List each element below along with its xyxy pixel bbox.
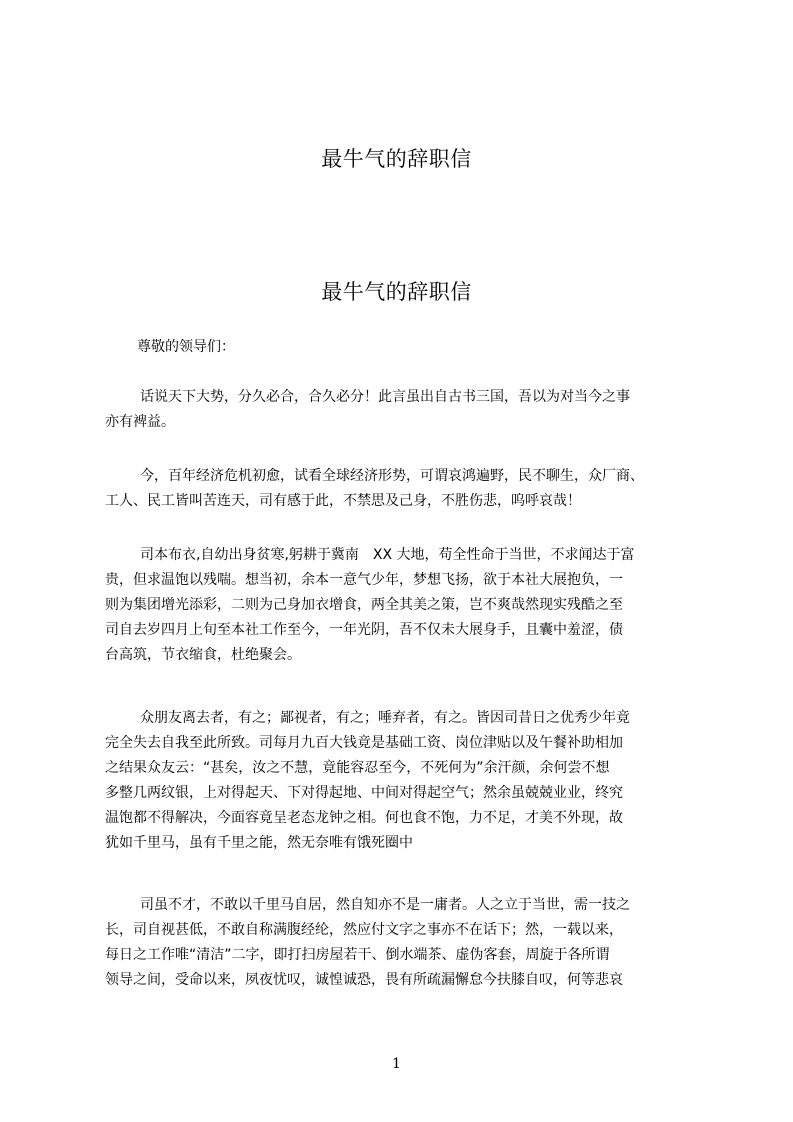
paragraph-line: 之结果众友云：“甚矣，汝之不慧，竟能容忍至今，不死何为”余汗颜，余何尝不想 [105, 760, 610, 776]
paragraph-2 [105, 464, 705, 514]
paragraph-line: 话说天下大势，分久必合，合久必分！此言虽出自古书三国，吾以为对当今之事 [140, 389, 630, 405]
salutation: 尊敬的领导们： [137, 339, 235, 355]
paragraph-line: 司自去岁四月上旬至本社工作至今，一年光阴，吾不仅未大展身手，且囊中羞涩，债 [105, 622, 623, 638]
paragraph-line: 温饱都不得解决，今面容竟呈老态龙钟之相。何也食不饱，力不足，才美不外现，故 [105, 810, 623, 826]
paragraph-line: 工人、民工皆叫苦连天，司有感于此，不禁思及己身，不胜伤悲，呜呼哀哉！ [105, 493, 581, 509]
paragraph-line: 犹如千里马，虽有千里之能，然无奈唯有饿死圈中 [105, 835, 413, 851]
paragraph-1 [105, 385, 705, 435]
paragraph-line: 今，百年经济危机初愈，试看全球经济形势，可谓哀鸿遍野，民不聊生，众厂商、 [140, 468, 644, 484]
document-title-main: 最牛气的辞职信 [321, 280, 472, 304]
paragraph-line: 长，司自视甚低，不敢自称满腹经纶，然应付文字之事亦不在话下；然，一载以来， [105, 922, 623, 938]
paragraph-line: 贵，但求温饱以残喘。想当初，余本一意气少年，梦想飞扬，欲于本社大展抱负，一 [105, 572, 623, 588]
paragraph-line: 司虽不才，不敢以千里马自居，然自知亦不是一庸者。人之立于当世，需一技之 [140, 897, 630, 913]
paragraph-line: 司本布衣,自幼出身贫寒,躬耕于冀南 XX 大地，苟全性命于当世，不求闻达于富 [140, 547, 635, 563]
page-number: 1 [392, 1056, 401, 1072]
document-title-top: 最牛气的辞职信 [321, 147, 472, 171]
paragraph-line: 台高筑，节衣缩食，杜绝聚会。 [105, 647, 301, 663]
paragraph-line: 领导之间，受命以来，夙夜忧叹，诚惶诚恐，畏有所疏漏懈怠今扶膝自叹，何等悲哀 [105, 972, 623, 988]
paragraph-5 [105, 893, 705, 993]
paragraph-line: 亦有裨益。 [105, 414, 175, 430]
paragraph-line: 众朋友离去者，有之；鄙视者，有之；唾弃者，有之。皆因司昔日之优秀少年竟 [140, 710, 630, 726]
paragraph-line: 完全失去自我至此所致。司每月九百大钱竟是基础工资、岗位津贴以及午餐补助相加 [105, 735, 623, 751]
paragraph-line: 则为集团增光添彩，二则为己身加衣增食，两全其美之策，岂不爽哉然现实残酷之至 [105, 597, 623, 613]
paragraph-line: 每日之工作唯“清洁”二字，即打扫房屋若干、倒水端茶、虚伪客套，周旋于各所谓 [105, 947, 610, 963]
paragraph-3 [105, 543, 705, 668]
paragraph-line: 多整几两纹银，上对得起天、下对得起地、中间对得起空气；然余虽兢兢业业，终究 [105, 785, 623, 801]
paragraph-4 [105, 706, 705, 856]
